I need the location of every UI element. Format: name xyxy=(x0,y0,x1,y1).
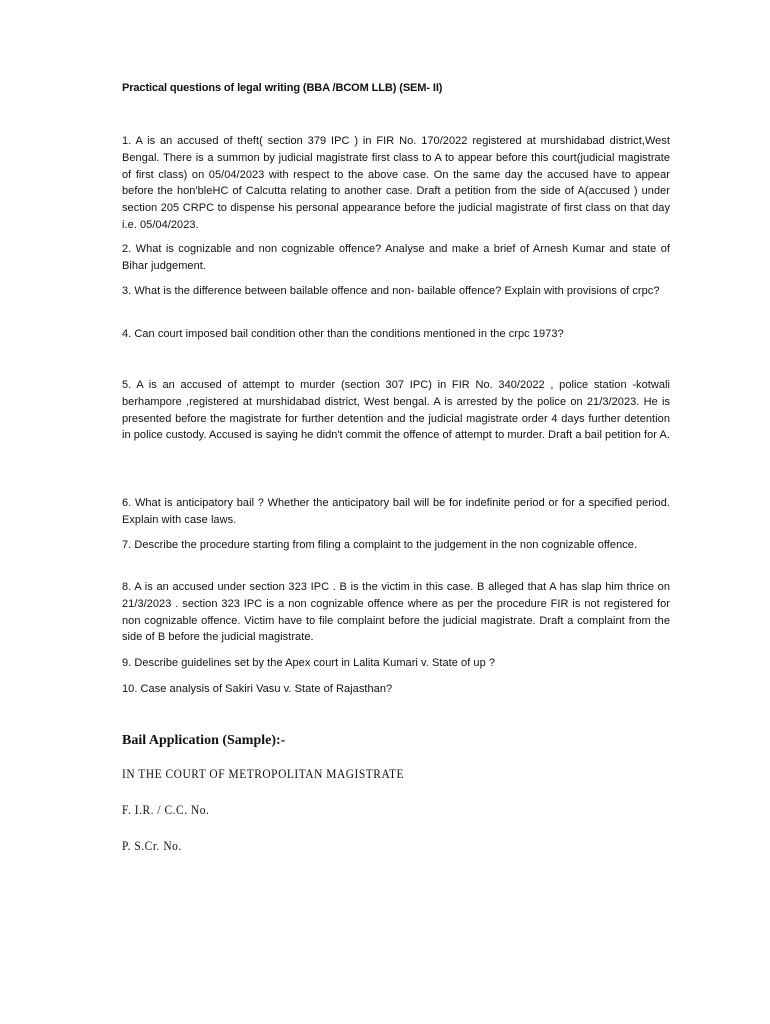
question-3: 3. What is the difference between bailable offence and non- bailable offence? Explain with provisions of crpc? xyxy=(122,285,660,297)
sample-heading: Bail Application (Sample):- xyxy=(122,733,286,748)
question-2: 2. What is cognizable and non cognizable offence? Analyse and make a brief of Arnesh Kumar and state of Bihar judgement. xyxy=(122,243,670,272)
question-5: 5. A is an accused of attempt to murder (section 307 IPC) in FIR No. 340/2022 , police station -kotwali berhampore ,registered at murshidabad district, West bengal. A is arrested by the police on 21/3/2023. He is presented before the magistrate for further detention and the judicial magistrate order 4 days further detention in police custody. Accused is saying he didn't commit the offence of attempt to murder. Draft a bail petition for A. xyxy=(122,379,670,442)
question-4: 4. Can court imposed bail condition other than the conditions mentioned in the crpc 1973? xyxy=(122,328,564,340)
document-title: Practical questions of legal writing (BBA /BCOM LLB) (SEM- II) xyxy=(122,82,443,94)
question-8: 8. A is an accused under section 323 IPC . B is the victim in this case. B alleged that A has slap him thrice on 21/3/2023 . section 323 IPC is a non cognizable offence where as per the procedure FIR is not registered for non cognizable offence. Victim have to file complaint before the judicial magistrate. Draft a complaint from the side of B before the judicial magistrate. xyxy=(122,581,670,644)
question-1: 1. A is an accused of theft( section 379 IPC ) in FIR No. 170/2022 registered at murshidabad district,West Bengal. There is a summon by judicial magistrate first class to A to appear before this court(judicial magistrate of first class) on 05/04/2023 with respect to the above case. On the same day the accused have to appear before the hon'bleHC of Calcutta relating to another case. Draft a petition from the side of A(accused ) under section 205 CRPC to dispense his personal appearance before the judicial magistrate of first class on that day i.e. 05/04/2023. xyxy=(122,135,670,231)
question-9: 9. Describe guidelines set by the Apex court in Lalita Kumari v. State of up ? xyxy=(122,657,496,669)
court-line: IN THE COURT OF METROPOLITAN MAGISTRATE xyxy=(122,766,405,781)
question-6: 6. What is anticipatory bail ? Whether the anticipatory bail will be for indefinite period or for a specified period. Explain with case laws. xyxy=(122,497,670,526)
ps-line: P. S.Cr. No. xyxy=(122,838,182,853)
question-7: 7. Describe the procedure starting from filing a complaint to the judgement in the non cognizable offence. xyxy=(122,539,638,551)
fir-line: F. I.R. / C.C. No. xyxy=(122,802,210,817)
question-10: 10. Case analysis of Sakiri Vasu v. State of Rajasthan? xyxy=(122,683,393,695)
